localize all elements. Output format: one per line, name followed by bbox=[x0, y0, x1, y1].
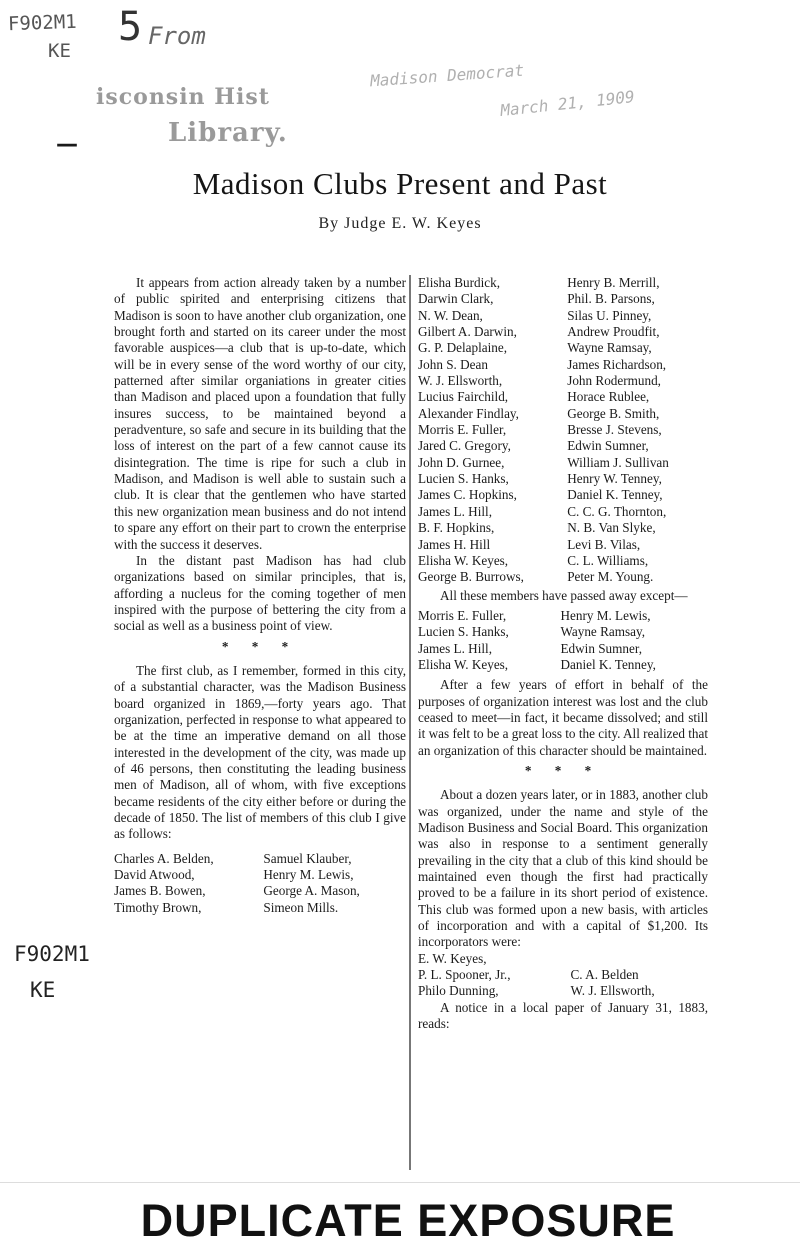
article-title: Madison Clubs Present and Past bbox=[192, 166, 608, 201]
list-item: Jared C. Gregory, Edwin Sumner, bbox=[418, 438, 649, 454]
list-item: Elisha W. Keyes, Daniel K. Tenney, bbox=[418, 656, 656, 672]
paragraph: A notice in a local paper of January 31, 1883, reads: bbox=[418, 999, 708, 1032]
list-item: Lucien S. Hanks, Henry W. Tenney, bbox=[418, 471, 662, 487]
footer-rule bbox=[0, 1182, 800, 1183]
incorporator-list bbox=[418, 967, 708, 1000]
list-item: John S. Dean James Richardson, bbox=[418, 356, 667, 372]
list-item: Morris E. Fuller, Bresse J. Stevens, bbox=[418, 422, 662, 438]
incorporator-line: E. W. Keyes, bbox=[418, 950, 487, 966]
paragraph: In the distant past Madison has had club organizations based on similar principles, that is, affording a nucleus for the coming together of men inspired with the purpose of bettering the city from a social as well as a business point of view. bbox=[114, 552, 406, 634]
page-number-mark: 5 bbox=[118, 4, 143, 50]
duplicate-exposure-stamp: DUPLICATE EXPOSURE bbox=[140, 1195, 676, 1246]
list-item: James L. Hill, C. C. G. Thornton, bbox=[418, 503, 667, 519]
library-stamp-line2: Library. bbox=[168, 118, 288, 148]
side-catalog-code: F902M1 bbox=[14, 942, 90, 966]
list-item: James L. Hill, Edwin Sumner, bbox=[418, 640, 643, 656]
section-break: * * * bbox=[524, 762, 602, 778]
list-item: Morris E. Fuller, Henry M. Lewis, bbox=[418, 607, 651, 623]
survivor-list bbox=[418, 608, 708, 673]
list-item: David Atwood, Henry M. Lewis, bbox=[114, 867, 354, 883]
library-stamp-line1: isconsin Hist bbox=[96, 84, 270, 110]
paragraph: All these members have passed away except— bbox=[440, 587, 688, 603]
paragraph: It appears from action already taken by a number of public spirited and enterprising citizens that Madison is soon to have another club organization, one brought forth and started on its career under the most favorable auspices—a club that is up-to-date, which will be in every sense of the word worthy of our city, patterned after similar organiations in greater cities than Madison and placed upon a foundation that fully insures success, to be maintained beyond a peradventure, so safe and secure in its building that the loss of interest on the part of a few cannot cause its disintegration. The time is ripe for such a club in Madison, and Madison is well able to sustain such a club. It is clear that the gentlemen who have started this new organization mean business and do not intend to spare any effort on their part to crown the enterprise with the success it deserves. bbox=[114, 275, 406, 552]
handwritten-note: From bbox=[148, 22, 206, 50]
list-item: James C. Hopkins, Daniel K. Tenney, bbox=[418, 487, 663, 503]
list-item: Gilbert A. Darwin, Andrew Proudfit, bbox=[418, 324, 660, 340]
catalog-initials: KE bbox=[48, 40, 71, 62]
list-item: James H. Hill Levi B. Vilas, bbox=[418, 536, 641, 552]
list-item: John D. Gurnee, William J. Sullivan bbox=[418, 454, 669, 470]
member-list-left bbox=[114, 851, 406, 916]
list-item: G. P. Delaplaine, Wayne Ramsay, bbox=[418, 340, 652, 356]
list-item: B. F. Hopkins, N. B. Van Slyke, bbox=[418, 520, 656, 536]
side-catalog-initials: KE bbox=[30, 978, 56, 1002]
list-item: Timothy Brown, Simeon Mills. bbox=[114, 899, 339, 915]
list-item: W. J. Ellsworth, John Rodermund, bbox=[418, 373, 661, 389]
list-item: George B. Burrows, Peter M. Young. bbox=[418, 569, 654, 585]
paragraph: The first club, as I remember, formed in this city, of a substantial character, was the Madison Business board organized in 1869,—forty years ago. That organization, perfected in response to what appeared to be at the time an imperative demand on all those interested in the development of the city, was made up of 46 persons, then constituting the leading business men of Madison, all of whom, with five exceptions became residents of the city either before or during the decade of 1850. The list of members of this club I give as follows: bbox=[114, 662, 406, 842]
list-item: P. L. Spooner, Jr., C. A. Belden bbox=[418, 967, 639, 983]
faint-source-note: Madison Democrat bbox=[369, 60, 525, 91]
article-byline: By Judge E. W. Keyes bbox=[318, 215, 482, 232]
list-item: Lucius Fairchild, Horace Rublee, bbox=[418, 389, 650, 405]
list-item: Lucien S. Hanks, Wayne Ramsay, bbox=[418, 624, 645, 640]
list-item: James B. Bowen, George A. Mason, bbox=[114, 883, 360, 899]
member-list-right bbox=[418, 275, 708, 586]
section-break: * * * bbox=[221, 638, 299, 654]
list-item: Philo Dunning, W. J. Ellsworth, bbox=[418, 983, 655, 999]
left-column bbox=[114, 275, 406, 916]
list-item: Elisha Burdick, Henry B. Merrill, bbox=[418, 275, 660, 290]
catalog-code: F902M1 bbox=[7, 10, 78, 36]
list-item: Darwin Clark, Phil. B. Parsons, bbox=[418, 291, 655, 307]
list-item: N. W. Dean, Silas U. Pinney, bbox=[418, 307, 652, 323]
side-dash-mark: — bbox=[56, 132, 78, 157]
list-item: Charles A. Belden, Samuel Klauber, bbox=[114, 850, 352, 866]
faint-date-note: March 21, 1909 bbox=[499, 87, 636, 120]
paragraph: After a few years of effort in behalf of the purposes of organization interest was lost and the club ceased to meet—in fact, it became dissolved; and still it was felt to be a great loss to the city. All realized that an organization of this character should be maintained. bbox=[418, 677, 708, 758]
right-column bbox=[418, 275, 708, 1032]
column-divider bbox=[409, 275, 411, 1170]
list-item: Alexander Findlay, George B. Smith, bbox=[418, 405, 660, 421]
paragraph: About a dozen years later, or in 1883, another club was organized, under the name and style of the Madison Business and Social Board. This organization was also in response to a sentiment generally prevailing in the city that a club of this kind should be maintained even though the first had practically proved to be a failure in its short period of existence. This club was formed upon a new basis, with articles of incorporation and with a capital of $1,200. Its incorporators were: bbox=[418, 787, 708, 950]
list-item: Elisha W. Keyes, C. L. Williams, bbox=[418, 552, 649, 568]
